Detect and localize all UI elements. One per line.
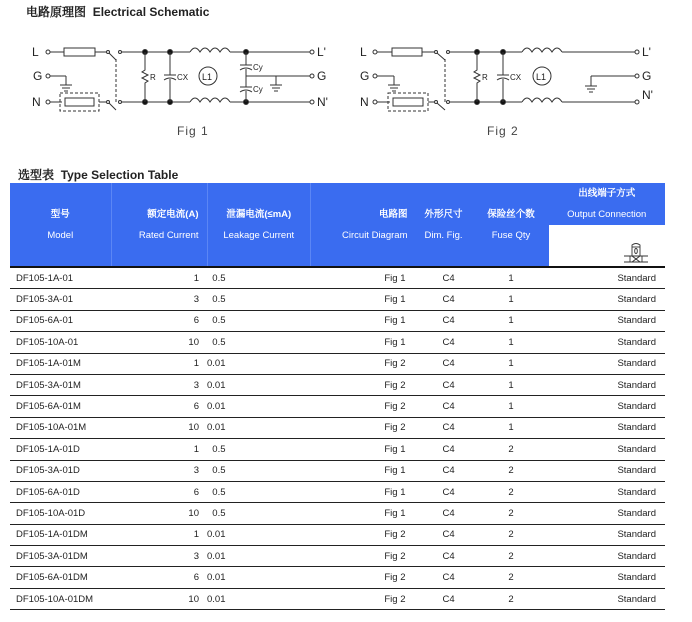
- cell-circuit-diagram: Fig 2: [311, 567, 414, 588]
- cell-fuse-qty: 2: [474, 567, 549, 588]
- cell-rated-current: 1: [111, 524, 207, 545]
- cell-model: DF105-10A-01: [10, 332, 111, 353]
- cell-fuse-qty: 1: [474, 310, 549, 331]
- svg-text:L1: L1: [202, 72, 213, 82]
- cell-model: DF105-10A-01M: [10, 417, 111, 438]
- cell-fuse-qty: 2: [474, 588, 549, 609]
- cell-fuse-qty: 1: [474, 353, 549, 374]
- cell-output-connection: Standard: [549, 374, 666, 395]
- table-row: [10, 524, 665, 545]
- cell-model: DF105-1A-01: [10, 267, 111, 289]
- cell-fuse-qty: 1: [474, 332, 549, 353]
- cell-dim-fig: C4: [414, 396, 474, 417]
- cell-dim-fig: C4: [414, 267, 474, 289]
- cell-model: DF105-6A-01D: [10, 481, 111, 502]
- cell-fuse-qty: 1: [474, 267, 549, 289]
- cell-circuit-diagram: Fig 1: [311, 267, 414, 289]
- cell-circuit-diagram: Fig 1: [311, 310, 414, 331]
- table-row: [10, 310, 665, 331]
- cell-rated-current: 1: [111, 267, 207, 289]
- table-row: [10, 588, 665, 609]
- table-row: [10, 332, 665, 353]
- table-title-en: Type Selection Table: [60, 168, 179, 182]
- cell-dim-fig: C4: [414, 460, 474, 481]
- cell-leakage-current: 0.5: [207, 332, 311, 353]
- cell-rated-current: 6: [111, 310, 207, 331]
- header-leakage-current: 泄漏电流(≤mA) Leakage Current: [207, 183, 311, 267]
- cell-fuse-qty: 2: [474, 524, 549, 545]
- table-row: [10, 546, 665, 567]
- cell-leakage-current: 0.01: [207, 588, 311, 609]
- svg-text:N': N': [642, 88, 653, 102]
- svg-text:CX: CX: [510, 73, 522, 82]
- cell-leakage-current: 0.5: [207, 460, 311, 481]
- terminal-icon: [623, 241, 649, 263]
- header-dim-fig: 外形尺寸 Dim. Fig.: [414, 183, 474, 267]
- cell-output-connection: Standard: [549, 310, 666, 331]
- schematic-title-en: Electrical Schematic: [92, 5, 210, 19]
- cell-leakage-current: 0.5: [207, 439, 311, 460]
- cell-dim-fig: C4: [414, 481, 474, 502]
- cell-rated-current: 3: [111, 374, 207, 395]
- svg-text:CX: CX: [177, 73, 189, 82]
- cell-dim-fig: C4: [414, 503, 474, 524]
- cell-output-connection: Standard: [549, 396, 666, 417]
- cell-leakage-current: 0.01: [207, 546, 311, 567]
- cell-fuse-qty: 2: [474, 503, 549, 524]
- cell-output-connection: Standard: [549, 439, 666, 460]
- svg-text:N': N': [317, 95, 328, 109]
- cell-leakage-current: 0.5: [207, 267, 311, 289]
- cell-circuit-diagram: Fig 1: [311, 332, 414, 353]
- fig2-caption: Fig 2: [487, 124, 519, 138]
- cell-fuse-qty: 1: [474, 417, 549, 438]
- cell-output-connection: Standard: [549, 353, 666, 374]
- cell-output-connection: Standard: [549, 267, 666, 289]
- cell-rated-current: 10: [111, 503, 207, 524]
- svg-text:R: R: [150, 73, 156, 82]
- header-circuit-diagram: 电路图 Circuit Diagram: [311, 183, 414, 267]
- cell-output-connection: Standard: [549, 332, 666, 353]
- cell-dim-fig: C4: [414, 289, 474, 310]
- cell-fuse-qty: 1: [474, 374, 549, 395]
- svg-text:R: R: [482, 73, 488, 82]
- output-connection-icon-cell: [549, 225, 666, 267]
- svg-text:N: N: [32, 95, 41, 109]
- fig1-caption: Fig 1: [177, 124, 209, 138]
- cell-circuit-diagram: Fig 2: [311, 546, 414, 567]
- table-row: [10, 481, 665, 502]
- cell-fuse-qty: 1: [474, 289, 549, 310]
- cell-dim-fig: C4: [414, 546, 474, 567]
- cell-rated-current: 10: [111, 588, 207, 609]
- table-row: [10, 353, 665, 374]
- cell-circuit-diagram: Fig 2: [311, 588, 414, 609]
- cell-model: DF105-10A-01D: [10, 503, 111, 524]
- svg-text:G: G: [33, 69, 43, 83]
- cell-leakage-current: 0.01: [207, 396, 311, 417]
- cell-fuse-qty: 2: [474, 439, 549, 460]
- svg-text:L1: L1: [536, 72, 547, 82]
- cell-dim-fig: C4: [414, 353, 474, 374]
- cell-model: DF105-6A-01: [10, 310, 111, 331]
- svg-text:Cy: Cy: [253, 63, 263, 72]
- cell-model: DF105-1A-01DM: [10, 524, 111, 545]
- cell-rated-current: 6: [111, 481, 207, 502]
- cell-model: DF105-10A-01DM: [10, 588, 111, 609]
- cell-output-connection: Standard: [549, 289, 666, 310]
- cell-dim-fig: C4: [414, 374, 474, 395]
- cell-rated-current: 1: [111, 353, 207, 374]
- table-row: [10, 503, 665, 524]
- cell-dim-fig: C4: [414, 310, 474, 331]
- svg-text:G: G: [360, 69, 370, 83]
- schematic-title-cn: 电路原理图: [26, 5, 87, 19]
- cell-output-connection: Standard: [549, 567, 666, 588]
- cell-rated-current: 10: [111, 332, 207, 353]
- cell-circuit-diagram: Fig 2: [311, 396, 414, 417]
- table-row: [10, 417, 665, 438]
- type-selection-table: [10, 183, 665, 610]
- svg-text:L': L': [642, 45, 651, 59]
- svg-text:L: L: [32, 45, 39, 59]
- cell-fuse-qty: 2: [474, 481, 549, 502]
- cell-dim-fig: C4: [414, 417, 474, 438]
- cell-output-connection: Standard: [549, 460, 666, 481]
- svg-text:N: N: [360, 95, 369, 109]
- cell-circuit-diagram: Fig 2: [311, 353, 414, 374]
- cell-output-connection: Standard: [549, 524, 666, 545]
- cell-circuit-diagram: Fig 1: [311, 503, 414, 524]
- cell-dim-fig: C4: [414, 524, 474, 545]
- cell-model: DF105-6A-01M: [10, 396, 111, 417]
- cell-rated-current: 3: [111, 546, 207, 567]
- header-model: 型号 Model: [10, 183, 111, 267]
- cell-circuit-diagram: Fig 2: [311, 417, 414, 438]
- cell-circuit-diagram: Fig 1: [311, 439, 414, 460]
- cell-leakage-current: 0.01: [207, 353, 311, 374]
- cell-circuit-diagram: Fig 2: [311, 524, 414, 545]
- cell-output-connection: Standard: [549, 481, 666, 502]
- svg-text:Cy: Cy: [253, 85, 263, 94]
- cell-leakage-current: 0.5: [207, 289, 311, 310]
- cell-rated-current: 6: [111, 396, 207, 417]
- table-row: [10, 396, 665, 417]
- cell-fuse-qty: 1: [474, 396, 549, 417]
- cell-fuse-qty: 2: [474, 546, 549, 567]
- header-rated-current: 额定电流(A) Rated Current: [111, 183, 207, 267]
- header-fuse-qty: 保险丝个数 Fuse Qty: [474, 183, 549, 267]
- cell-dim-fig: C4: [414, 588, 474, 609]
- table-title-cn: 选型表: [18, 168, 55, 182]
- cell-leakage-current: 0.5: [207, 481, 311, 502]
- cell-output-connection: Standard: [549, 503, 666, 524]
- cell-model: DF105-1A-01M: [10, 353, 111, 374]
- cell-circuit-diagram: Fig 1: [311, 289, 414, 310]
- cell-rated-current: 10: [111, 417, 207, 438]
- cell-leakage-current: 0.01: [207, 567, 311, 588]
- cell-output-connection: Standard: [549, 546, 666, 567]
- cell-leakage-current: 0.01: [207, 417, 311, 438]
- cell-output-connection: Standard: [549, 417, 666, 438]
- cell-rated-current: 3: [111, 289, 207, 310]
- svg-text:L: L: [360, 45, 367, 59]
- svg-text:L': L': [317, 45, 326, 59]
- table-row: [10, 567, 665, 588]
- cell-circuit-diagram: Fig 2: [311, 374, 414, 395]
- table-section-title: [18, 166, 178, 183]
- schematic-section-title: [26, 3, 209, 20]
- cell-leakage-current: 0.01: [207, 374, 311, 395]
- cell-rated-current: 1: [111, 439, 207, 460]
- svg-text:G: G: [642, 69, 652, 83]
- cell-model: DF105-3A-01: [10, 289, 111, 310]
- cell-fuse-qty: 2: [474, 460, 549, 481]
- cell-dim-fig: C4: [414, 439, 474, 460]
- cell-model: DF105-3A-01M: [10, 374, 111, 395]
- cell-model: DF105-3A-01D: [10, 460, 111, 481]
- cell-rated-current: 3: [111, 460, 207, 481]
- cell-dim-fig: C4: [414, 332, 474, 353]
- cell-leakage-current: 0.01: [207, 524, 311, 545]
- table-row: [10, 289, 665, 310]
- table-row: [10, 374, 665, 395]
- cell-output-connection: Standard: [549, 588, 666, 609]
- svg-text:G: G: [317, 69, 327, 83]
- header-output-connection: 出线端子方式 Output Connection: [549, 183, 666, 225]
- table-row: [10, 460, 665, 481]
- cell-circuit-diagram: Fig 1: [311, 460, 414, 481]
- table-row: [10, 439, 665, 460]
- cell-rated-current: 6: [111, 567, 207, 588]
- cell-circuit-diagram: Fig 1: [311, 481, 414, 502]
- cell-model: DF105-1A-01D: [10, 439, 111, 460]
- cell-leakage-current: 0.5: [207, 310, 311, 331]
- cell-dim-fig: C4: [414, 567, 474, 588]
- cell-leakage-current: 0.5: [207, 503, 311, 524]
- cell-model: DF105-3A-01DM: [10, 546, 111, 567]
- table-row: [10, 267, 665, 289]
- cell-model: DF105-6A-01DM: [10, 567, 111, 588]
